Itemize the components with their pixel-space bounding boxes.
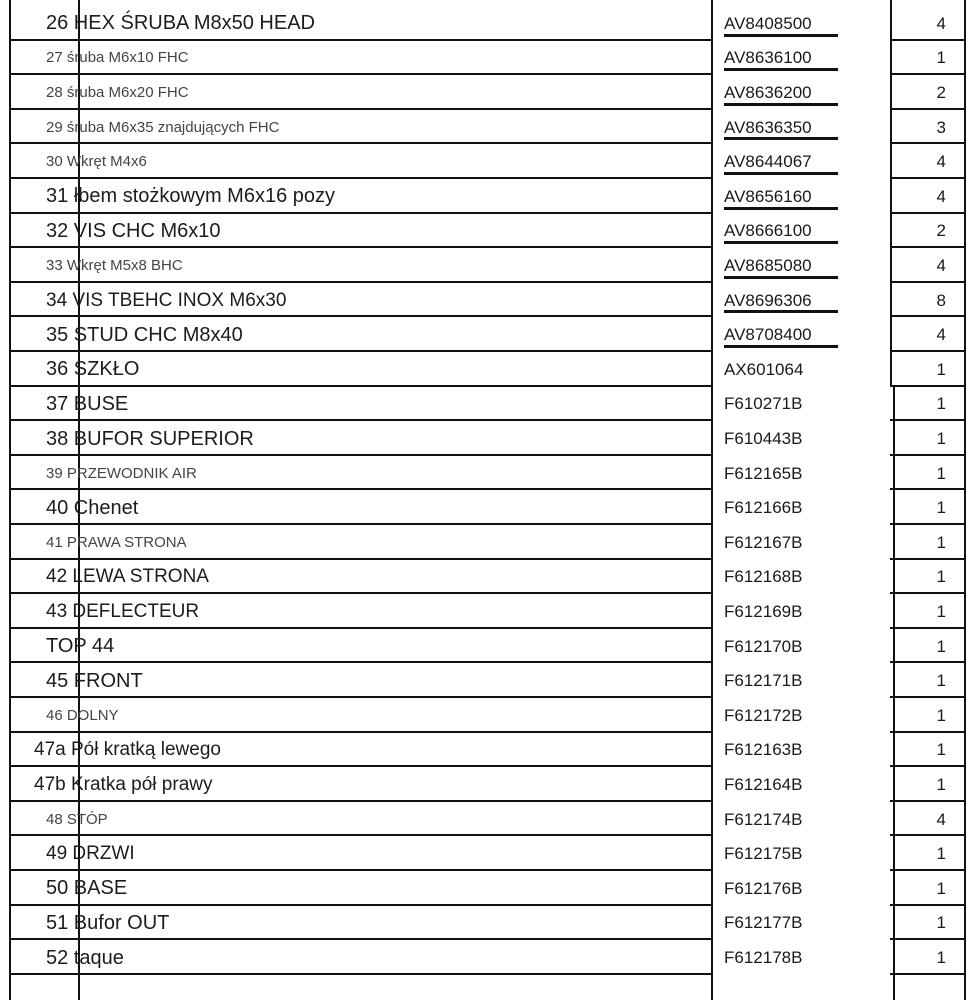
- row-separator-right: [890, 765, 966, 767]
- part-code: F610443B: [724, 429, 803, 448]
- part-quantity: 8: [936, 290, 946, 310]
- part-quantity: 1: [936, 532, 946, 552]
- row-separator-left: [9, 904, 712, 906]
- part-description: 49 DRZWI: [46, 843, 135, 865]
- part-quantity: 1: [936, 359, 946, 379]
- part-code: F612176B: [724, 878, 803, 898]
- part-quantity: 1: [936, 567, 946, 587]
- part-code-underline: [724, 276, 838, 279]
- part-description: 30 Wkręt M4x6: [46, 153, 147, 171]
- row-separator-left: [9, 558, 712, 560]
- part-description: 28 śruba M6x20 FHC: [46, 84, 189, 101]
- row-separator-left: [9, 281, 712, 283]
- part-description: 29 śruba M6x35 znajdujących FHC: [46, 118, 280, 136]
- part-quantity: 1: [936, 48, 946, 68]
- row-separator-left: [9, 108, 712, 110]
- row-separator-right: [890, 281, 966, 283]
- row-separator-right: [890, 350, 966, 352]
- part-description: 41 PRAWA STRONA: [46, 533, 187, 551]
- row-separator-right: [890, 419, 966, 421]
- part-code-underline: [724, 137, 838, 140]
- part-description: 31 łbem stożkowym M6x16 pozy: [46, 185, 336, 208]
- row-separator-left: [9, 869, 712, 871]
- part-description: TOP 44: [46, 635, 115, 658]
- row-separator-left: [9, 696, 712, 698]
- part-quantity: 1: [936, 394, 946, 414]
- part-quantity: 2: [936, 221, 946, 241]
- row-separator-left: [9, 385, 712, 387]
- row-separator-right: [890, 212, 966, 214]
- part-description: 45 FRONT: [46, 669, 143, 692]
- row-separator-right: [890, 177, 966, 179]
- part-description: 47b Kratka pół prawy: [34, 774, 213, 795]
- part-description: 37 BUSE: [46, 392, 129, 415]
- row-separator-right: [890, 385, 966, 387]
- part-code-underline: [724, 310, 838, 313]
- part-quantity: 4: [936, 186, 946, 206]
- row-separator-left: [9, 973, 712, 975]
- part-quantity: 1: [936, 948, 946, 967]
- row-separator-right: [890, 904, 966, 906]
- part-code: F612166B: [724, 498, 803, 518]
- row-separator-left: [9, 488, 712, 490]
- part-quantity: 1: [936, 636, 946, 656]
- row-separator-right: [890, 315, 966, 317]
- qty-column-line-lower: [893, 385, 895, 1000]
- left-border-line: [9, 0, 11, 1000]
- part-quantity: 1: [936, 844, 946, 864]
- row-separator-right: [890, 627, 966, 629]
- row-separator-left: [9, 177, 712, 179]
- part-code-underline: [724, 68, 838, 71]
- part-quantity: 4: [936, 325, 946, 345]
- part-description: 42 LEWA STRONA: [46, 566, 209, 588]
- part-description: 32 VIS CHC M6x10: [46, 219, 221, 242]
- row-separator-left: [9, 142, 712, 144]
- part-code: F612177B: [724, 913, 803, 933]
- row-separator-left: [9, 938, 712, 940]
- part-quantity: 1: [936, 913, 946, 933]
- row-separator-left: [9, 661, 712, 663]
- row-separator-right: [890, 558, 966, 560]
- qty-column-line-upper: [890, 0, 892, 385]
- part-quantity: 1: [936, 602, 946, 621]
- part-quantity: 1: [936, 878, 946, 898]
- part-quantity: 1: [936, 429, 946, 448]
- row-separator-right: [890, 800, 966, 802]
- row-separator-right: [890, 869, 966, 871]
- part-description: 50 BASE: [46, 877, 128, 900]
- row-separator-left: [9, 39, 712, 41]
- part-quantity: 1: [936, 775, 946, 794]
- part-code-underline: [724, 34, 838, 37]
- part-description: 36 SZKŁO: [46, 358, 140, 381]
- row-separator-right: [890, 454, 966, 456]
- part-quantity: 3: [936, 117, 946, 137]
- row-separator-left: [9, 834, 712, 836]
- row-separator-right: [890, 246, 966, 248]
- row-separator-right: [890, 731, 966, 733]
- row-separator-right: [890, 592, 966, 594]
- part-description: 51 Bufor OUT: [46, 911, 170, 934]
- part-code: F610271B: [724, 394, 803, 414]
- part-code: AV8656160: [724, 186, 812, 206]
- part-code: AV8636200: [724, 83, 812, 102]
- part-description: 43 DEFLECTEUR: [46, 601, 200, 622]
- row-separator-right: [890, 696, 966, 698]
- row-separator-left: [9, 731, 712, 733]
- row-separator-left: [9, 315, 712, 317]
- part-code: F612174B: [724, 809, 803, 829]
- part-code-underline: [724, 103, 838, 106]
- part-description: 26 HEX ŚRUBA M8x50 HEAD: [46, 12, 315, 35]
- part-code: AV8685080: [724, 256, 812, 275]
- row-separator-right: [890, 834, 966, 836]
- part-code: F612165B: [724, 463, 803, 483]
- row-separator-left: [9, 800, 712, 802]
- part-code: AV8696306: [724, 290, 812, 310]
- part-code: F612172B: [724, 705, 803, 725]
- part-description: 48 STÓP: [46, 810, 108, 828]
- part-code: F612178B: [724, 948, 803, 967]
- part-description: 27 śruba M6x10 FHC: [46, 49, 189, 67]
- part-code: AV8644067: [724, 152, 812, 172]
- part-code-underline: [724, 172, 838, 175]
- part-quantity: 1: [936, 671, 946, 691]
- row-separator-right: [890, 39, 966, 41]
- part-quantity: 1: [936, 740, 946, 760]
- part-code: AV8636100: [724, 48, 812, 68]
- row-separator-left: [9, 350, 712, 352]
- part-description: 40 Chenet: [46, 496, 139, 519]
- row-separator-right: [890, 488, 966, 490]
- part-code: AV8636350: [724, 117, 812, 137]
- part-quantity: 1: [936, 705, 946, 725]
- part-code: AX601064: [724, 359, 804, 379]
- row-separator-left: [9, 765, 712, 767]
- part-code: F612164B: [724, 775, 803, 794]
- row-separator-right: [890, 142, 966, 144]
- code-column-line: [711, 0, 713, 1000]
- row-separator-left: [9, 212, 712, 214]
- row-separator-right: [890, 661, 966, 663]
- part-description: 33 Wkręt M5x8 BHC: [46, 257, 183, 274]
- row-separator-right: [890, 938, 966, 940]
- part-code: AV8666100: [724, 221, 812, 241]
- row-separator-right: [890, 523, 966, 525]
- row-separator-left: [9, 627, 712, 629]
- part-description: 46 DOLNY: [46, 706, 119, 724]
- part-code: F612163B: [724, 740, 803, 760]
- part-code: AV8408500: [724, 13, 812, 33]
- part-code: F612169B: [724, 602, 803, 621]
- part-quantity: 4: [936, 256, 946, 275]
- part-quantity: 4: [936, 13, 946, 33]
- row-separator-right: [890, 108, 966, 110]
- part-quantity: 4: [936, 809, 946, 829]
- part-description: 52 taque: [46, 946, 124, 969]
- part-code-underline: [724, 241, 838, 244]
- row-separator-right: [890, 73, 966, 75]
- part-quantity: 1: [936, 498, 946, 518]
- part-quantity: 4: [936, 152, 946, 172]
- part-code: F612171B: [724, 671, 803, 691]
- part-description: 47a Pół kratką lewego: [34, 739, 221, 761]
- part-code: F612175B: [724, 844, 803, 864]
- row-separator-left: [9, 73, 712, 75]
- row-separator-left: [9, 592, 712, 594]
- part-code: F612170B: [724, 636, 803, 656]
- row-separator-right: [890, 973, 966, 975]
- part-quantity: 2: [936, 83, 946, 102]
- part-description: 39 PRZEWODNIK AIR: [46, 464, 197, 482]
- part-code-underline: [724, 207, 838, 210]
- part-code-underline: [724, 345, 838, 348]
- row-separator-left: [9, 419, 712, 421]
- part-quantity: 1: [936, 463, 946, 483]
- part-description: 34 VIS TBEHC INOX M6x30: [46, 289, 287, 311]
- right-border-line: [964, 0, 966, 1000]
- part-code: F612168B: [724, 567, 803, 587]
- part-code: AV8708400: [724, 325, 812, 345]
- part-description: 35 STUD CHC M8x40: [46, 323, 243, 346]
- row-separator-left: [9, 454, 712, 456]
- row-separator-left: [9, 523, 712, 525]
- part-code: F612167B: [724, 532, 803, 552]
- part-description: 38 BUFOR SUPERIOR: [46, 427, 254, 450]
- row-separator-left: [9, 246, 712, 248]
